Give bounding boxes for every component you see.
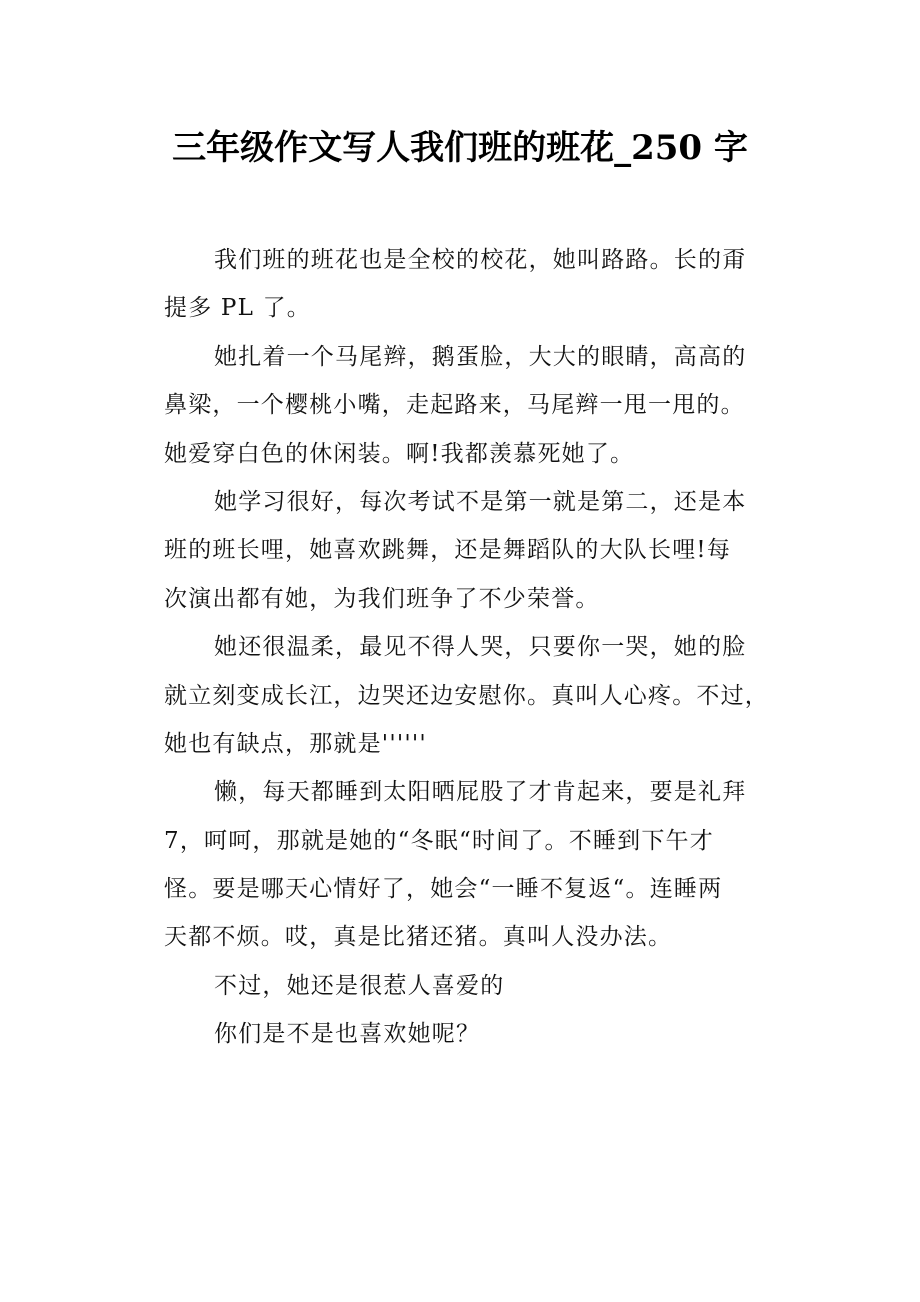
document-body xyxy=(164,236,774,1059)
text-line: 就立刻变成长江，边哭还边安慰你。真叫人心疼。不过， xyxy=(164,682,769,709)
document-title: 三年级作文写人我们班的班花_250 字 xyxy=(172,128,748,168)
text-line: 提多 PL 了。 xyxy=(164,295,311,322)
text-line: 她学习很好，每次考试不是第一就是第二，还是本 xyxy=(214,488,747,515)
text-line: 懒，每天都睡到太阳晒屁股了才肯起来，要是礼拜 xyxy=(214,779,747,806)
text-line: 7，呵呵，那就是她的“冬眠“时间了。不睡到下午才 xyxy=(164,827,714,854)
text-line: 次演出都有她，为我们班争了不少荣誉。 xyxy=(164,585,600,612)
text-line: 她也有缺点，那就是'''''' xyxy=(164,730,427,757)
text-line: 她还很温柔，最见不得人哭，只要你一哭，她的脸 xyxy=(214,634,747,661)
text-line: 她爱穿白色的休闲装。啊!我都羡慕死她了。 xyxy=(164,440,635,467)
text-line: 怪。要是哪天心情好了，她会“一睡不复返“。连睡两 xyxy=(164,876,723,903)
text-line: 鼻梁，一个樱桃小嘴，走起路来，马尾辫一甩一甩的。 xyxy=(164,392,745,419)
text-line: 她扎着一个马尾辫，鹅蛋脸，大大的眼睛，高高的 xyxy=(214,343,747,370)
text-line: 天都不烦。哎，真是比猪还猪。真叫人没办法。 xyxy=(164,924,673,951)
text-line: 不过，她还是很惹人喜爱的 xyxy=(214,972,505,999)
text-line: 班的班长哩，她喜欢跳舞，还是舞蹈队的大队长哩!每 xyxy=(164,537,732,564)
text-line: 我们班的班花也是全校的校花，她叫路路。长的甭 xyxy=(214,247,747,273)
text-line: 你们是不是也喜欢她呢？ xyxy=(214,1021,481,1048)
